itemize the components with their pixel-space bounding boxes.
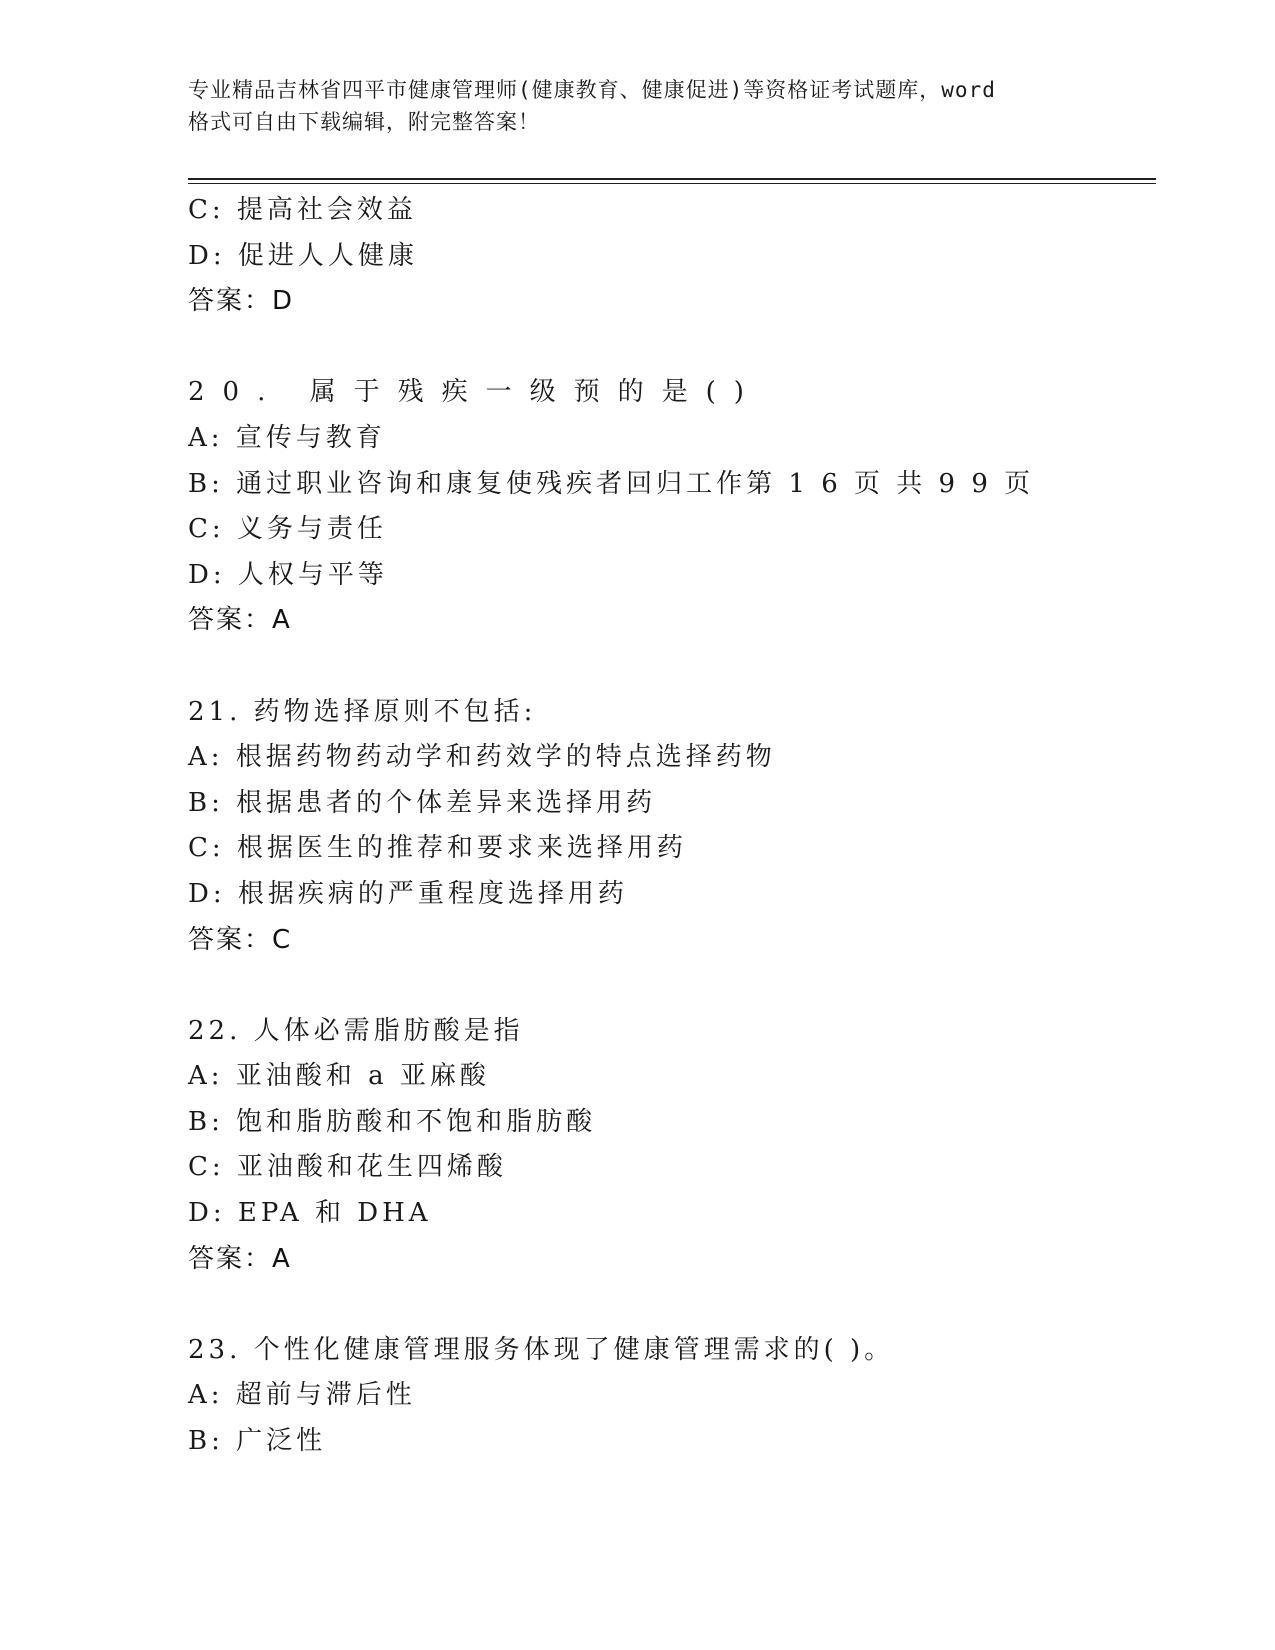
question-block-21 xyxy=(188,690,1156,964)
header-line-1: 专业精品吉林省四平市健康管理师(健康教育、健康促进)等资格证考试题库，word xyxy=(188,78,996,102)
header-divider-thin xyxy=(188,183,1156,184)
question-stem: 20. 属于残疾一级预的是() xyxy=(188,377,762,408)
question-stem: 23. 个性化健康管理服务体现了健康管理需求的( )。 xyxy=(188,1334,895,1365)
question-list xyxy=(188,188,1156,1465)
question-block-22 xyxy=(188,1009,1156,1283)
spacer xyxy=(188,644,1156,690)
option-d: D: 促进人人健康 xyxy=(188,240,418,271)
answer-line: 答案：D xyxy=(188,286,295,317)
option-c: C: 提高社会效益 xyxy=(188,195,417,225)
option-b: B: 通过职业咨询和康复使残疾者回归工作第 1 6 页 共 9 9 页 xyxy=(188,468,1035,499)
option-d: D: 人权与平等 xyxy=(188,559,388,590)
question-stem: 22. 人体必需脂肪酸是指 xyxy=(188,1015,524,1046)
option-a: A: 亚油酸和 a 亚麻酸 xyxy=(188,1061,490,1092)
answer-line: 答案：A xyxy=(188,605,292,636)
option-d: D: EPA 和 DHA xyxy=(188,1198,432,1229)
option-c: C: 义务与责任 xyxy=(188,514,387,545)
option-b: B: 广泛性 xyxy=(188,1426,327,1457)
spacer xyxy=(188,963,1156,1009)
header-divider-thick xyxy=(188,178,1156,180)
question-block-19 xyxy=(188,188,1156,325)
document-header xyxy=(188,74,1098,138)
question-stem: 21. 药物选择原则不包括: xyxy=(188,696,537,727)
option-a: A: 超前与滞后性 xyxy=(188,1380,416,1411)
spacer xyxy=(188,325,1156,371)
option-b: B: 根据患者的个体差异来选择用药 xyxy=(188,787,657,818)
option-c: C: 亚油酸和花生四烯酸 xyxy=(188,1152,507,1183)
header-line-2: 格式可自由下载编辑，附完整答案！ xyxy=(188,110,540,134)
question-block-23 xyxy=(188,1328,1156,1465)
answer-line: 答案：C xyxy=(188,924,293,955)
question-block-20 xyxy=(188,370,1156,644)
option-d: D: 根据疾病的严重程度选择用药 xyxy=(188,878,628,909)
answer-line: 答案：A xyxy=(188,1243,292,1274)
option-a: A: 宣传与教育 xyxy=(188,422,386,453)
option-a: A: 根据药物药动学和药效学的特点选择药物 xyxy=(188,742,776,773)
option-b: B: 饱和脂肪酸和不饱和脂肪酸 xyxy=(188,1106,597,1137)
option-c: C: 根据医生的推荐和要求来选择用药 xyxy=(188,833,687,864)
spacer xyxy=(188,1282,1156,1328)
